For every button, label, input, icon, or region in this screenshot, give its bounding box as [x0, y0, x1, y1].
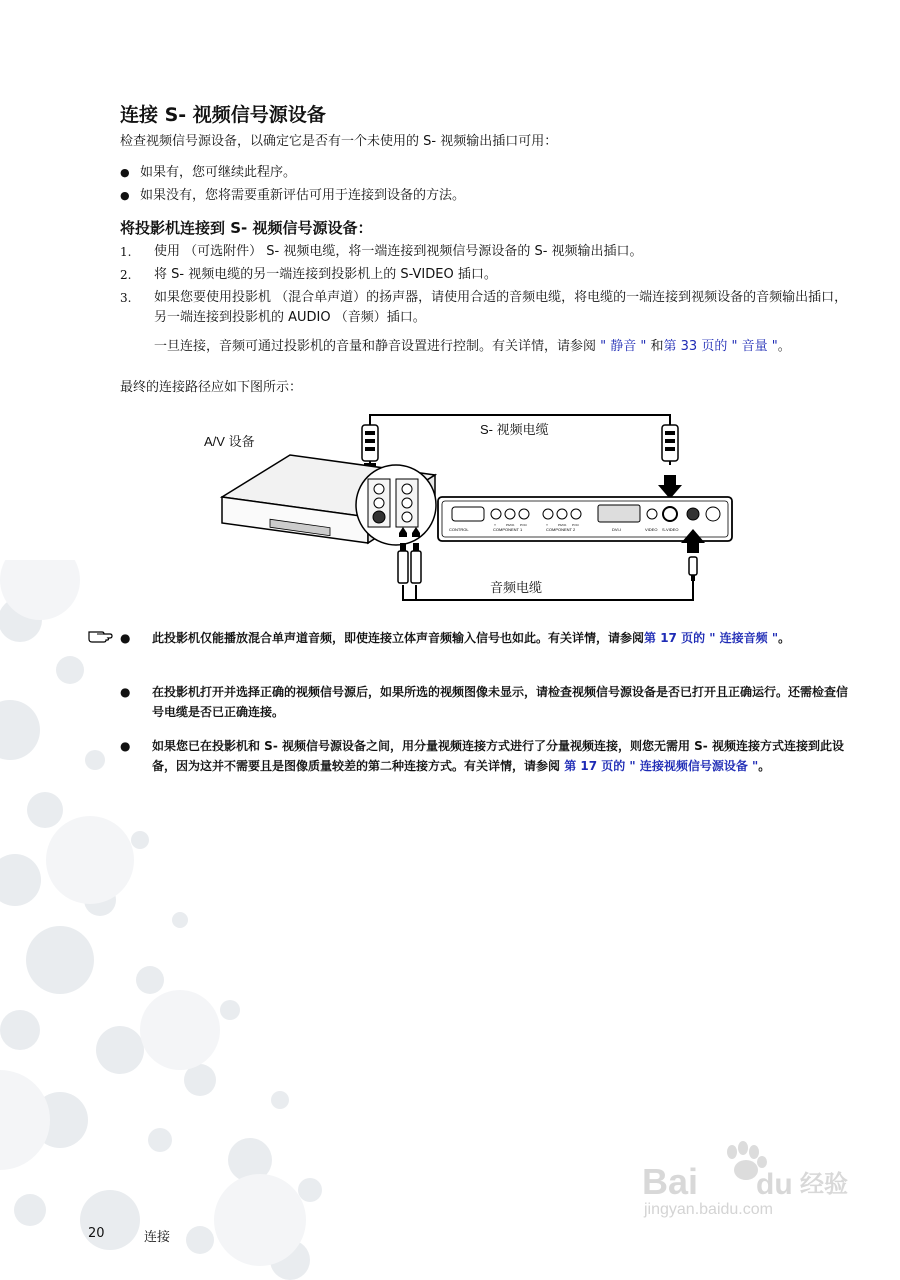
note-item — [120, 628, 850, 648]
volume-link[interactable]: 第 33 页的 " 音量 " — [663, 339, 778, 354]
panel-label-prcr: Pr/Cr — [520, 523, 527, 527]
steps-list — [120, 242, 850, 357]
panel-label-prcr: Pr/Cr — [572, 523, 579, 527]
page-number: 20 — [88, 1226, 105, 1241]
step-note — [120, 336, 850, 357]
step-number: 1. — [120, 245, 132, 259]
step-number: 3. — [120, 291, 132, 305]
step-text: 使用 （可选附件） S- 视频电缆，将一端连接到视频信号源设备的 S- 视频输出插口。 — [154, 244, 643, 259]
svideo-cable-label: S- 视频电缆 — [480, 422, 549, 437]
audio-connection-link[interactable]: 第 17 页的 " 连接音频 " — [644, 631, 779, 645]
step-number: 2. — [120, 268, 132, 282]
panel-label-dvi: DVI-I — [612, 527, 622, 532]
note-bullet-icon: ● — [120, 685, 131, 699]
audio-plug-icon — [689, 557, 697, 581]
step-item — [120, 265, 850, 285]
footer-section: 连接 — [144, 1230, 171, 1245]
panel-label-component2: COMPONENT 2 — [546, 527, 576, 532]
list-item: ● 如果有，您可继续此程序。 — [120, 162, 465, 185]
baidu-watermark-logo — [640, 1138, 860, 1218]
svg-text:Bai: Bai — [642, 1161, 699, 1202]
svg-text:du: du — [756, 1168, 793, 1201]
note-text: 。 — [778, 631, 791, 645]
note-item — [120, 682, 850, 722]
intro-text: 检查视频信号源设备，以确定它是否有一个未使用的 S- 视频输出插口可用： — [120, 134, 558, 149]
note-bullet-icon: ● — [120, 631, 131, 645]
connection-diagram — [190, 405, 750, 605]
pointing-hand-icon — [88, 628, 114, 644]
panel-label-video: VIDEO — [645, 527, 658, 532]
note-text: 在投影机打开并选择正确的视频信号源后，如果所选的视频图像未显示，请检查视频信号源设备是否已打开且正确运行。还需检查信号电缆是否已正确连接。 — [152, 685, 849, 719]
svg-text:经验: 经验 — [800, 1170, 848, 1198]
projector-panel-icon — [438, 497, 732, 541]
panel-label-svideo: S-VIDEO — [662, 527, 679, 532]
step-text: 如果您要使用投影机 （混合单声道）的扬声器，请使用合适的音频电缆，将电缆的一端连接到视频设备的音频输出插口，另一端连接到投影机的 AUDIO （音频）插口。 — [154, 290, 848, 325]
step-note-text: 和 — [646, 339, 664, 354]
panel-label-pbcb: Pb/Cb — [506, 523, 515, 527]
svideo-plug-icon — [662, 425, 678, 461]
note-bullet-icon: ● — [120, 739, 131, 753]
mute-link[interactable]: " 静音 " — [600, 339, 647, 354]
panel-label-y: Y — [546, 523, 549, 527]
bullet-list — [120, 162, 465, 208]
connection-diagram-art — [190, 405, 750, 605]
rca-plug-icon — [411, 527, 421, 583]
step-item — [120, 288, 850, 328]
sub-heading: 将投影机连接到 S- 视频信号源设备： — [120, 219, 373, 237]
av-device-label: A/V 设备 — [204, 434, 255, 449]
panel-label-control: CONTROL — [449, 527, 469, 532]
audio-cable-label: 音频电缆 — [490, 580, 543, 595]
diagram-caption: 最终的连接路径应如下图所示： — [120, 380, 303, 395]
svg-text:jingyan.baidu.com: jingyan.baidu.com — [644, 1201, 773, 1218]
step-text: 将 S- 视频电缆的另一端连接到投影机上的 S-VIDEO 插口。 — [154, 267, 497, 282]
step-note-text: 。 — [777, 339, 791, 354]
video-source-connection-link[interactable]: 第 17 页的 " 连接视频信号源设备 " — [564, 759, 759, 773]
note-text: 此投影机仅能播放混合单声道音频，即使连接立体声音频输入信号也如此。有关详情，请参阅 — [152, 631, 645, 645]
svideo-plug-icon — [362, 425, 378, 461]
list-item: ● 如果没有，您将需要重新评估可用于连接到设备的方法。 — [120, 185, 465, 208]
note-text: 。 — [758, 759, 771, 773]
step-item — [120, 242, 850, 262]
rca-plug-icon — [398, 527, 408, 583]
panel-label-component1: COMPONENT 1 — [493, 527, 523, 532]
section-heading: 连接 S- 视频信号源设备 — [120, 104, 326, 126]
panel-label-y: Y — [494, 523, 497, 527]
note-text: 如果您已在投影机和 S- 视频信号源设备之间，用分量视频连接方式进行了分量视频连接，则您无需用 S- 视频连接方式连接到此设备，因为这并不需要且是图像质量较差的第二种连接方式。有关详情，请参阅 — [152, 739, 844, 773]
av-port-zoom-icon — [356, 465, 436, 545]
note-item — [120, 736, 850, 776]
panel-label-pbcb: Pb/Cb — [558, 523, 567, 527]
step-note-text: 一旦连接，音频可通过投影机的音量和静音设置进行控制。有关详情，请参阅 — [154, 339, 601, 354]
